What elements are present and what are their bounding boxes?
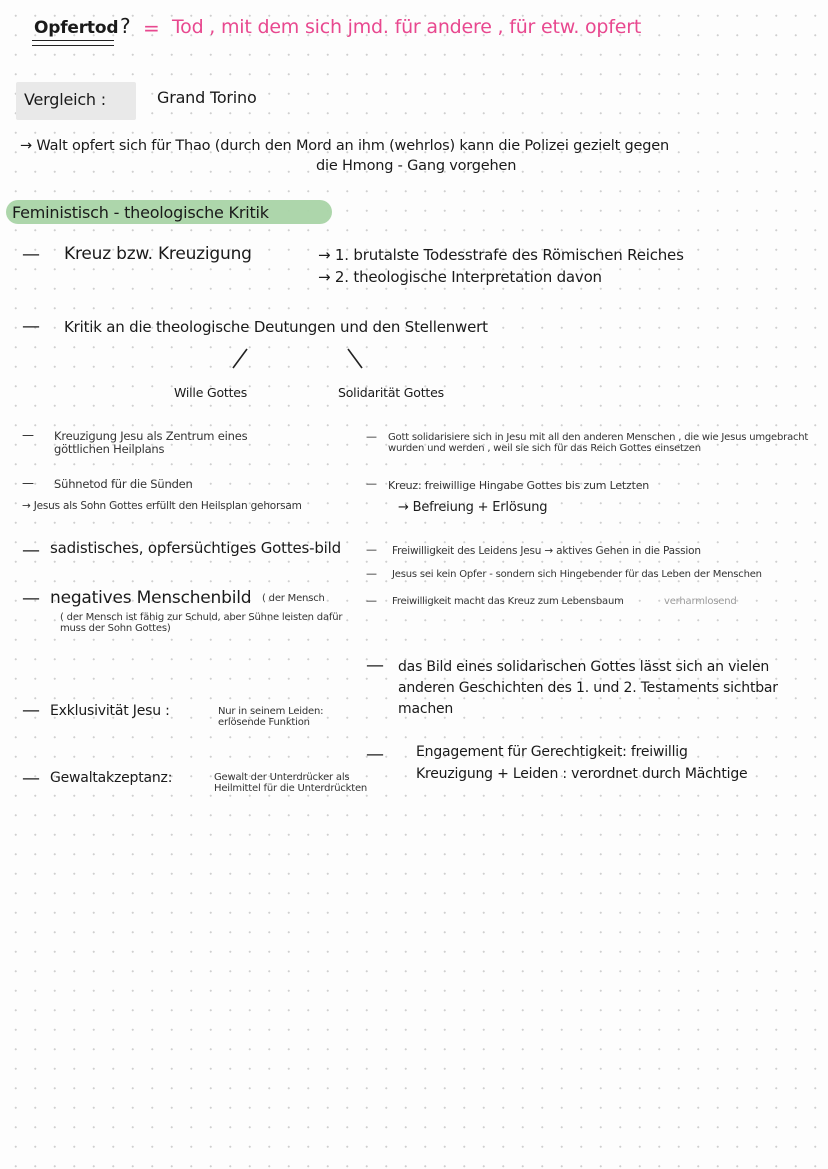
right-item-7a: Engagement für Gerechtigkeit: freiwillig bbox=[416, 744, 688, 760]
bullet-dash: — bbox=[22, 700, 40, 721]
left-item-6-note: Nur in seinem Leiden: erlösende Funktion bbox=[218, 706, 324, 728]
bullet-dash: — bbox=[22, 476, 34, 490]
left-head: Wille Gottes bbox=[174, 385, 248, 400]
left-item-5-main: negatives Menschenbild bbox=[50, 588, 252, 608]
bullet-dash: — bbox=[366, 477, 377, 490]
left-item-3: → Jesus als Sohn Gottes erfüllt den Heilsplan gehorsam bbox=[22, 500, 302, 512]
critique-label: Kritik an die theologische Deutungen und den Stellenwert bbox=[64, 318, 488, 336]
cross-point-1: → 1. brutalste Todesstrafe des Römischen Reiches bbox=[318, 246, 684, 264]
bullet-dash: — bbox=[366, 567, 377, 580]
right-head: Solidarität Gottes bbox=[338, 385, 444, 400]
right-item-4: Jesus sei kein Opfer - sondern sich Hingebender für das Leben der Menschen bbox=[392, 569, 762, 580]
bullet-dash: — bbox=[22, 540, 40, 561]
left-item-6-main: Exklusivität Jesu : bbox=[50, 703, 170, 719]
left-item-2: Sühnetod für die Sünden bbox=[54, 477, 193, 491]
right-item-1: Gott solidarisiere sich in Jesu mit all den anderen Menschen , die wie Jesus umgebracht wurden und werden , weil sie sich für das Reich Gottes einsetzen bbox=[388, 432, 809, 454]
comparison-line-1: → Walt opfert sich für Thao (durch den Mord an ihm (wehrlos) kann die Polizei gezielt gegen bbox=[20, 138, 669, 154]
bullet-dash: — bbox=[22, 316, 40, 337]
bullet-dash: — bbox=[22, 768, 40, 789]
left-item-5-note-a: ( der Mensch bbox=[262, 593, 325, 604]
left-item-7-note: Gewalt der Unterdrücker als Heilmittel für die Unterdrückten bbox=[214, 772, 368, 794]
right-item-5a: Freiwilligkeit macht das Kreuz zum Lebensbaum bbox=[392, 596, 624, 607]
cross-label: Kreuz bzw. Kreuzigung bbox=[64, 244, 252, 264]
bullet-dash: — bbox=[366, 594, 377, 607]
right-item-3: Freiwilligkeit des Leidens Jesu → aktives Gehen in die Passion bbox=[392, 545, 701, 557]
note-title: Opfertod bbox=[34, 18, 119, 38]
comparison-film: Grand Torino bbox=[157, 88, 257, 107]
cross-point-2: → 2. theologische Interpretation davon bbox=[318, 268, 602, 286]
left-item-7-main: Gewaltakzeptanz: bbox=[50, 770, 173, 786]
right-item-6: das Bild eines solidarischen Gottes lässt sich an vielen anderen Geschichten des 1. und 2. Testaments sichtbar machen bbox=[398, 659, 778, 717]
title-definition: Tod , mit dem sich jmd. für andere , für etw. opfert bbox=[172, 16, 642, 38]
right-item-2: Kreuz: freiwillige Hingabe Gottes bis zum Letzten bbox=[388, 479, 650, 492]
branch-line-left bbox=[233, 349, 247, 368]
comparison-line-2: die Hmong - Gang vorgehen bbox=[316, 158, 517, 174]
right-item-2-sub: → Befreiung + Erlösung bbox=[398, 500, 548, 515]
bullet-dash: — bbox=[366, 543, 377, 556]
bullet-dash: — bbox=[366, 744, 384, 765]
title-question-mark: ? bbox=[120, 14, 131, 38]
title-equals: = bbox=[143, 16, 160, 40]
left-item-1: Kreuzigung Jesu als Zentrum eines göttlichen Heilplans bbox=[54, 429, 248, 456]
comparison-label: Vergleich : bbox=[24, 90, 106, 109]
right-item-5b: verharmlosend bbox=[664, 596, 737, 607]
left-item-5-note: ( der Mensch ist fähig zur Schuld, aber Sühne leisten dafür muss der Sohn Gottes) bbox=[60, 612, 343, 634]
left-item-4: sadistisches, opfersüchtiges Gottes-bild bbox=[50, 539, 341, 557]
bullet-dash: — bbox=[22, 244, 40, 265]
bullet-dash: — bbox=[366, 430, 377, 443]
bullet-dash: — bbox=[22, 428, 34, 442]
branch-line-right bbox=[348, 349, 362, 368]
bullet-dash: — bbox=[366, 655, 384, 676]
bullet-dash: — bbox=[22, 588, 40, 609]
section-title: Feministisch - theologische Kritik bbox=[12, 203, 269, 222]
right-item-7b: Kreuzigung + Leiden : verordnet durch Mächtige bbox=[416, 766, 748, 782]
